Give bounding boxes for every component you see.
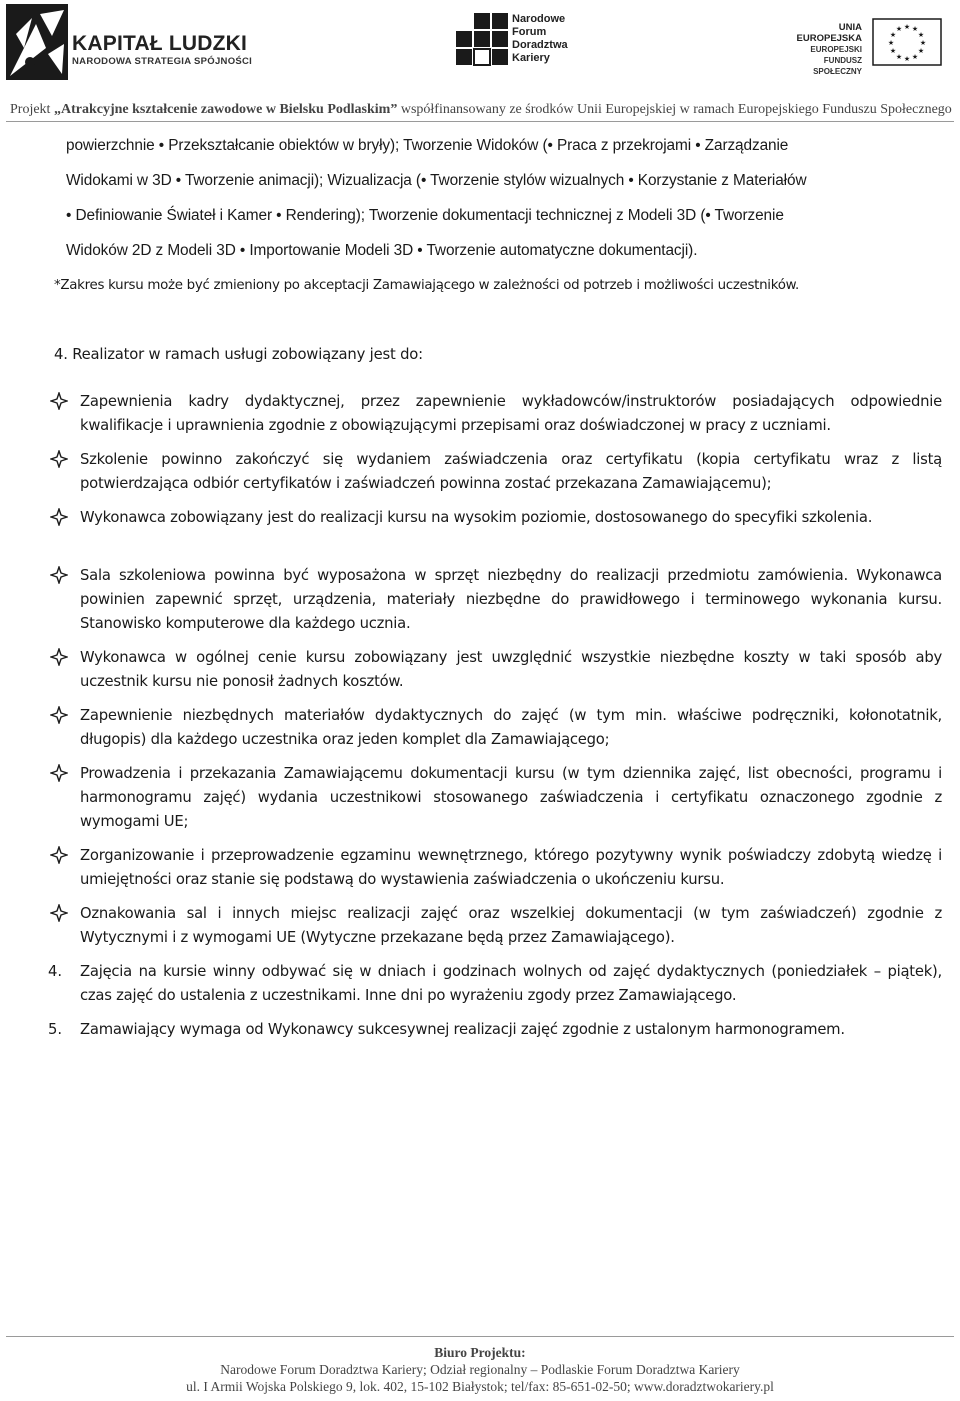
nfdk-name [512,13,568,65]
footer-divider [6,1336,954,1337]
footer-title: Biuro Projektu: [434,1345,526,1360]
diamond-bullet-icon [50,706,68,724]
svg-text:★: ★ [917,47,925,55]
project-line [10,102,950,118]
footer-line-2: ul. I Armii Wojska Polskiego 9, lok. 402, 15-102 Białystok; tel/fax: 85-651-02-50; www.doradztwokariery.pl [186,1379,774,1394]
list-item-text: Szkolenie powinno zakończyć się wydaniem zaświadczenia oraz certyfikatu (kopia certyfikatu wraz z listą potwierdzająca odbiór certyfikatów i zaświadczeń powinna zostać przekazana Zamawiającemu); [80,451,942,492]
diamond-bullet-icon [50,904,68,922]
nfdk-line: Forum [512,26,547,38]
nfdk-line: Kariery [512,52,550,64]
numbered-item-text: Zamawiający wymaga od Wykonawcy sukcesywnej realizacji zajęć zgodnie z ustalonym harmonogramem. [80,1021,845,1038]
kapital-ludzki-title: KAPITAŁ LUDZKI [72,32,248,55]
item-number: 5. [48,1021,63,1038]
svg-text:★: ★ [887,39,895,47]
item-number: 4. [48,963,63,980]
diamond-bullet-icon [50,648,68,666]
nfdk-logo [454,13,574,75]
svg-text:★: ★ [917,31,925,39]
kapital-ludzki-subtitle: NARODOWA STRATEGIA SPÓJNOŚCI [72,56,253,67]
list-item-text: Wykonawca zobowiązany jest do realizacji kursu na wysokim poziomie, dostosowanego do specyfiki szkolenia. [80,509,873,526]
project-prefix: Projekt [10,102,54,117]
list-item-text: Oznakowania sal i innych miejsc realizacji zajęć oraz wszelkiej dokumentacji (w tym zaświadczeń) zgodnie z Wytycznymi i z wymogami UE (Wytyczne przekazane będą przez Zamawiającego). [80,905,942,946]
list-item-text: Wykonawca w ogólnej cenie kursu zobowiązany jest uwzględnić wszystkie niezbędne koszty w taki sposób aby uczestnik kursu nie ponosił żadnych kosztów. [80,649,942,690]
diamond-bullet-icon [50,508,68,526]
svg-text:★: ★ [889,31,897,39]
nfdk-grid-icon [454,13,510,73]
intro-line: Widokami w 3D • Tworzenie animacji); Wizualizacja (• Tworzenie stylów wizualnych • Korzystanie z Materiałów [66,172,807,189]
kapital-ludzki-emblem-icon [6,4,68,80]
svg-text:★: ★ [895,53,903,61]
svg-text:★: ★ [903,23,911,31]
svg-text:★: ★ [911,25,919,33]
eu-flag-icon [872,18,942,66]
list-item-text: Zapewnienie niezbędnych materiałów dydaktycznych do zajęć (w tym min. właściwe podręczniki, kołonotatnik, długopis) dla każdego uczestnika oraz jeden komplet dla Zamawiającego; [80,707,942,748]
svg-text:★: ★ [889,47,897,55]
svg-text:★: ★ [895,25,903,33]
eu-line-3: FUNDUSZ SPOŁECZNY [813,56,862,76]
list-item-text: Zorganizowanie i przeprowadzenie egzaminu wewnętrznego, którego pozytywny wynik poświadczy zdobytą wiedzę i umiejętności oraz stanie się podstawą do wystawienia zaświadczenia o ukończeniu kursu. [80,847,942,888]
eu-line-1: UNIA EUROPEJSKA [796,22,862,44]
diamond-bullet-icon [50,846,68,864]
list-item-text: Zapewnienia kadry dydaktycznej, przez zapewnienie wykładowców/instruktorów posiadających odpowiednie kwalifikacje i uprawnienia zgodnie z obowiązującymi przepisami oraz doświadczonej w pracy z uczniami. [80,393,942,434]
project-suffix: współfinansowany ze środków Unii Europejskiej w ramach Europejskiego Funduszu Społecznego [397,102,952,117]
diamond-bullet-icon [50,450,68,468]
diamond-bullet-icon [50,764,68,782]
project-name: „Atrakcyjne kształcenie zawodowe w Bielsku Podlaskim” [53,102,398,117]
nfdk-line: Doradztwa [512,39,568,51]
list-item-text: Prowadzenia i przekazania Zamawiającemu dokumentacji kursu (w tym dziennika zajęć, list obecności, programu i harmonogramu zajęć) wydania uczestnikowi stosowanego zaświadczenia i certyfikatu oznaczonego zgodnie z wymogami UE; [80,765,942,830]
svg-text:★: ★ [919,39,927,47]
intro-line: powierzchnie • Przekształcanie obiektów w bryły); Tworzenie Widoków (• Praca z przekrojami • Zarządzanie [66,137,789,154]
svg-text:★: ★ [903,55,911,63]
eu-logo [780,18,948,74]
list-item-text: Sala szkoleniowa powinna być wyposażona w sprzęt niezbędny do realizacji przedmiotu zamówienia. Wykonawca powinien zapewnić sprzęt, urządzenia, materiały niezbędne do prawidłowego i terminowego wykonania kursu. Stanowisko komputerowe dla każdego ucznia. [80,567,942,632]
section-heading: 4. Realizator w ramach usługi zobowiązany jest do: [54,346,423,363]
diamond-bullet-icon [50,566,68,584]
diamond-bullet-icon [50,392,68,410]
intro-line: Widoków 2D z Modeli 3D • Importowanie Modeli 3D • Tworzenie automatyczne dokumentacji). [66,242,698,259]
intro-line: • Definiowanie Świateł i Kamer • Rendering); Tworzenie dokumentacji technicznej z Modeli 3D (• Tworzenie [66,207,784,224]
page-header [0,0,960,128]
numbered-item-text: Zajęcia na kursie winny odbywać się w dniach i godzinach wolnych od zajęć dydaktycznych (poniedziałek – piątek), czas zajęć do ustalenia z uczestnikami. Inne dni po wyrażeniu zgody przez Zamawiającego. [80,963,942,1004]
kapital-ludzki-logo [6,4,256,80]
scope-note: *Zakres kursu może być zmieniony po akceptacji Zamawiającego w zależności od potrzeb i możliwości uczestników. [54,278,799,293]
footer-line-1: Narodowe Forum Doradztwa Kariery; Odział regionalny – Podlaskie Forum Doradztwa Kariery [220,1362,740,1377]
eu-line-2: EUROPEJSKI [810,45,862,54]
page-footer [0,1344,960,1395]
header-divider [6,121,954,122]
svg-text:★: ★ [911,53,919,61]
nfdk-line: Narodowe [512,13,566,25]
